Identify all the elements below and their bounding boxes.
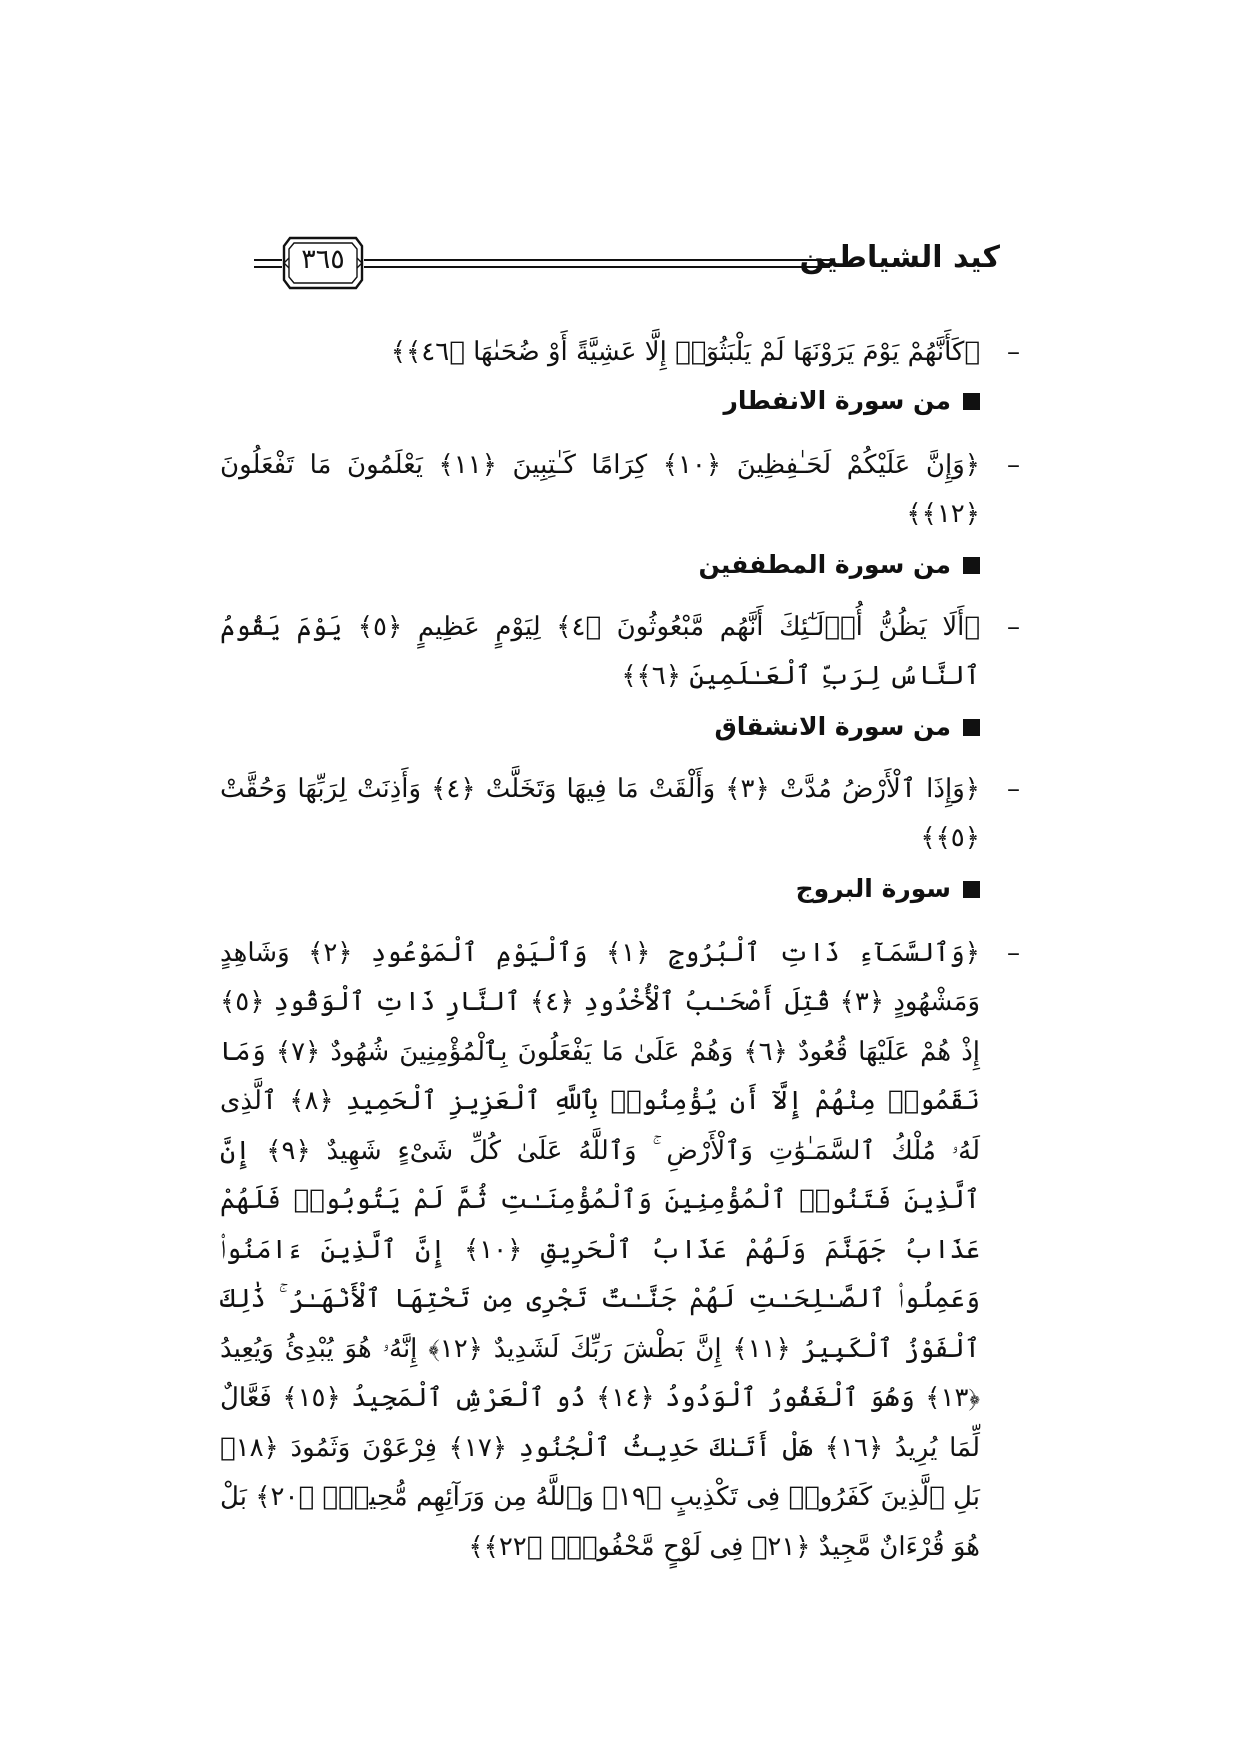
verse-text: ﴿وَٱلسَّمَآءِ ذَاتِ ٱلْبُرُوجِ ﴿١﴾ وَٱلْيَوْمِ ٱلْمَوْعُودِ ﴿٢﴾ وَشَاهِدٍ وَمَشْهُودٍ ﴿٣﴾ قُتِلَ أَصْحَـٰبُ ٱلْأُخْدُودِ ﴿٤﴾ ٱلنَّارِ ذَاتِ ٱلْوَقُودِ ﴿٥﴾ إِذْ هُمْ عَلَيْهَا قُعُودٌ ﴿٦﴾ وَهُمْ عَلَىٰ مَا يَفْعَلُونَ بِٱلْمُؤْمِنِينَ شُهُودٌ ﴿٧﴾ وَمَا نَقَمُوا۟ مِنْهُمْ إِلَّآ أَن يُؤْمِنُوا۟ بِٱللَّهِ ٱلْعَزِيزِ ٱلْحَمِيدِ ﴿٨﴾ ٱلَّذِى لَهُۥ مُلْكُ ٱلسَّمَـٰوَٰتِ وَٱلْأَرْضِ ۚ وَٱللَّهُ عَلَىٰ كُلِّ شَىْءٍ شَهِيدٌ ﴿٩﴾ إِنَّ ٱلَّذِينَ فَتَنُوا۟ ٱلْمُؤْمِنِينَ وَٱلْمُؤْمِنَـٰتِ ثُمَّ لَمْ يَتُوبُوا۟ فَلَهُمْ عَذَابُ جَهَنَّمَ وَلَهُمْ عَذَابُ ٱلْحَرِيقِ ﴿١٠﴾ إِنَّ ٱلَّذِينَ ءَامَنُوا۟ وَعَمِلُوا۟ ٱلصَّـٰلِحَـٰتِ لَهُمْ جَنَّـٰتٌ تَجْرِى مِن تَحْتِهَا ٱلْأَنْهَـٰرُ ۚ ذَٰلِكَ ٱلْفَوْزُ ٱلْكَبِيرُ ﴿١١﴾ إِنَّ بَطْشَ رَبِّكَ لَشَدِيدٌ ﴿١٢﴾ إِنَّهُۥ هُوَ يُبْدِئُ وَيُعِيدُ ﴿١٣﴾ وَهُوَ ٱلْغَفُورُ ٱلْوَدُودُ ﴿١٤﴾ ذُو ٱلْعَرْشِ ٱلْمَجِيدُ ﴿١٥﴾ فَعَّالٌ لِّمَا يُرِيدُ ﴿١٦﴾ هَلْ أَتَىٰكَ حَدِيثُ ٱلْجُنُودِ ﴿١٧﴾ فِرْعَوْنَ وَثَمُودَ ﴿١٨﴾ بَلِ ٱلَّذِينَ كَفَرُوا۟ فِى تَكْذِيبٍ ﴿١٩﴾ وَٱللَّهُ مِن وَرَآئِهِم مُّحِيطٌۢ ﴿٢٠﴾ بَلْ هُوَ قُرْءَانٌ مَّجِيدٌ ﴿٢١﴾ فِى لَوْحٍ مَّحْفُوظٍۭ ﴿٢٢﴾﴾	[220, 937, 981, 1562]
square-bullet-icon	[963, 719, 980, 736]
running-title: كيد الشياطين	[799, 240, 1000, 275]
page-body	[220, 328, 1020, 1572]
surah-heading	[220, 386, 1020, 415]
verse-text: ﴿وَإِنَّ عَلَيْكُمْ لَحَـٰفِظِينَ ﴿١٠﴾ كِرَامًا كَـٰتِبِينَ ﴿١١﴾ يَعْلَمُونَ مَا تَفْعَلُونَ ﴿١٢﴾﴾	[220, 449, 980, 529]
header-rule-short	[254, 259, 282, 268]
square-bullet-icon	[963, 557, 980, 574]
heading-text: من سورة المطففين	[698, 549, 951, 579]
square-bullet-icon	[963, 393, 980, 410]
list-dash: –	[1007, 773, 1020, 804]
verse-text: ﴿كَأَنَّهُمْ يَوْمَ يَرَوْنَهَا لَمْ يَلْبَثُوٓا۟ إِلَّا عَشِيَّةً أَوْ ضُحَىٰهَا ﴿٤٦﴾﴾	[390, 337, 980, 367]
header-rule	[364, 259, 830, 268]
list-dash: –	[1007, 937, 1020, 968]
page-number: ٣٦٥	[301, 244, 345, 275]
surah-heading	[220, 712, 1020, 741]
verse-item	[220, 765, 1020, 864]
square-bullet-icon	[963, 881, 980, 898]
heading-text: من سورة الانفطار	[723, 385, 951, 415]
page-header	[254, 236, 1000, 292]
surah-heading	[220, 874, 1020, 903]
list-dash: –	[1007, 611, 1020, 642]
verse-item	[220, 603, 1020, 702]
verse-text: ﴿وَإِذَا ٱلْأَرْضُ مُدَّتْ ﴿٣﴾ وَأَلْقَتْ مَا فِيهَا وَتَخَلَّتْ ﴿٤﴾ وَأَذِنَتْ لِرَبِّهَا وَحُقَّتْ ﴿٥﴾﴾	[220, 773, 981, 853]
surah-heading	[220, 550, 1020, 579]
heading-text: من سورة الانشقاق	[714, 711, 951, 741]
verse-item	[220, 441, 1020, 540]
page-number-frame	[282, 236, 364, 290]
verse-text: ﴿أَلَا يَظُنُّ أُو۟لَـٰٓئِكَ أَنَّهُم مَّبْعُوثُونَ ﴿٤﴾ لِيَوْمٍ عَظِيمٍ ﴿٥﴾ يَوْمَ يَقُومُ ٱلنَّاسُ لِرَبِّ ٱلْعَـٰلَمِينَ ﴿٦﴾﴾	[220, 611, 981, 691]
verse-item	[220, 328, 1020, 378]
verse-item	[220, 929, 1020, 1573]
list-dash: –	[1007, 449, 1020, 480]
heading-text: سورة البروج	[795, 873, 951, 903]
list-dash: –	[1007, 337, 1020, 367]
